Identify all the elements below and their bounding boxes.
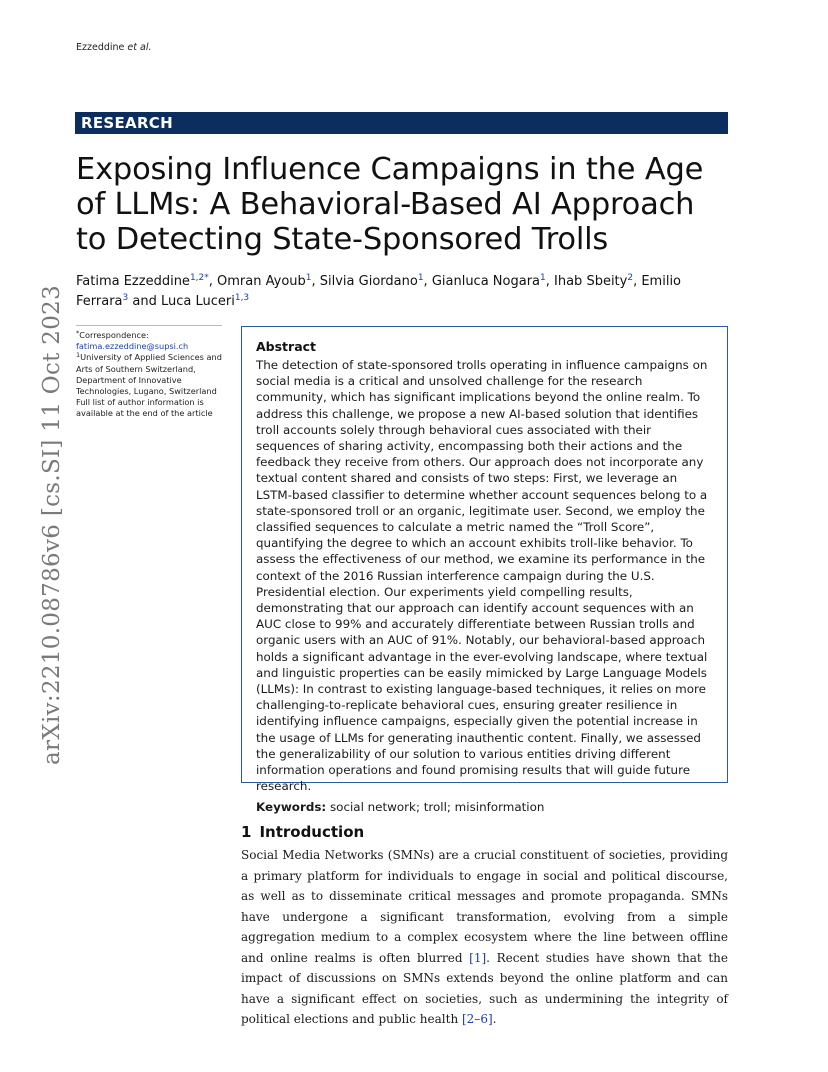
author-name: Luca Luceri [160,294,235,309]
author-separator: , [311,274,320,289]
citation-link[interactable]: [2–6] [462,1012,493,1026]
correspondence-mark: * [76,329,80,337]
author-affiliation-mark[interactable]: 2 [627,273,634,283]
author-separator: , [545,274,555,289]
keywords-text: social network; troll; misinformation [329,800,545,815]
author-info-note: Full list of author information is available at the end of the article [76,397,213,419]
author-name: Silvia Giordano [319,274,418,289]
intro-text-part-b: . Recent studies have shown that the impact of discussions on SMNs extends beyond the online platform and can have a significant effect on societies, such as undermining the integrity of political elections and public health [241,950,728,1026]
correspondence-sidenote [76,325,222,420]
correspondence-line [76,330,222,341]
article-type-banner: RESEARCH [75,112,728,134]
author-list [76,272,726,312]
abstract-box [241,326,728,815]
running-head [76,42,152,53]
section-title: Introduction [259,823,365,841]
author-separator: , [423,274,432,289]
abstract-heading: Abstract [256,339,317,354]
section-heading-introduction [241,823,364,841]
intro-text-part-a: Social Media Networks (SMNs) are a crucial constituent of societies, providing a primary platform for individuals to engage in social and political discourse, as well as to disseminate critical messages and promote propaganda. SMNs have undergone a significant transformation, evolving from a simple aggregation medium to a complex ecosystem where the line between offline and online realms is often blurred [241,848,728,965]
author-affiliation-mark[interactable]: 3 [122,293,129,303]
affiliation-text: University of Applied Sciences and Arts of Southern Switzerland, Department of Innovative Technologies, Lugano, Switzerland [76,352,222,397]
author-affiliation-mark[interactable]: 1,2* [189,273,209,283]
correspondence-email-link[interactable]: fatima.ezzeddine@supsi.ch [76,341,189,352]
section-number: 1 [241,823,252,841]
running-head-etal: et al. [127,42,152,53]
author-name: Omran Ayoub [217,274,306,289]
keywords-label: Keywords: [256,800,327,815]
author-name: Gianluca Nogara [431,274,541,289]
author-separator: , [633,274,642,289]
author-name: Fatima Ezzeddine [76,274,190,289]
intro-text-part-c: . [492,1012,497,1026]
abstract-text: The detection of state-sponsored trolls operating in influence campaigns on social media is a critical and unsolved challenge for the research community, which has significant implications beyond the online realm. To address this challenge, we propose a new AI-based solution that identifies troll accounts solely through behavioral cues associated with their sequences of sharing activity, encompassing both their actions and the feedback they receive from others. Our approach does not incorporate any textual content shared and consists of two steps: First, we leverage an LSTM-based classifier to determine whether account sequences belong to a state-sponsored troll or an organic, legitimate user. Second, we employ the classified sequences to calculate a metric named the “Troll Score”, quantifying the degree to which an account exhibits troll-like behavior. To assess the effectiveness of our method, we examine its performance in the context of the 2016 Russian interference campaign during the U.S. Presidential election. Our experiments yield compelling results, demonstrating that our approach can identify account sequences with an AUC close to 99% and accurately differentiate between Russian trolls and organic users with an AUC of 91%. Notably, our behavioral-based approach holds a significant advantage in the ever-evolving landscape, where textual and linguistic properties can be easily mimicked by Large Language Models (LLMs): In contrast to existing language-based techniques, it relies on more challenging-to-replicate behavioral cues, ensuring greater resilience in identifying influence campaigns, especially given the potential increase in the usage of LLMs for generating inauthentic content. Finally, we assessed the generalizability of our solution to various entities driving different information operations and found promising results that will guide future research. [256,358,708,794]
author-affiliation-mark[interactable]: 1,3 [234,293,250,303]
author-affiliation-mark[interactable]: 1 [417,273,424,283]
citation-link[interactable]: [1] [469,950,487,965]
correspondence-label: Correspondence: [79,330,149,340]
affiliation-note [76,352,222,397]
author-name: Ihab Sbeity [554,274,628,289]
arxiv-identifier-stamp: arXiv:2210.08786v6 [cs.SI] 11 Oct 2023 [39,284,65,766]
author-separator: , [208,274,218,289]
author-affiliation-mark[interactable]: 1 [540,273,546,283]
author-affiliation-mark[interactable]: 1 [305,273,312,283]
author-name: Emilio Ferrara [76,274,682,309]
keywords-line [256,800,715,814]
author-separator: and [128,294,161,309]
running-head-author: Ezzeddine [76,42,125,53]
affiliation-mark: 1 [76,351,81,360]
paper-title: Exposing Influence Campaigns in the Age of LLMs: A Behavioral-Based AI Approach to Detecting State-Sponsored Trolls [76,152,704,257]
introduction-paragraph [241,845,728,1030]
